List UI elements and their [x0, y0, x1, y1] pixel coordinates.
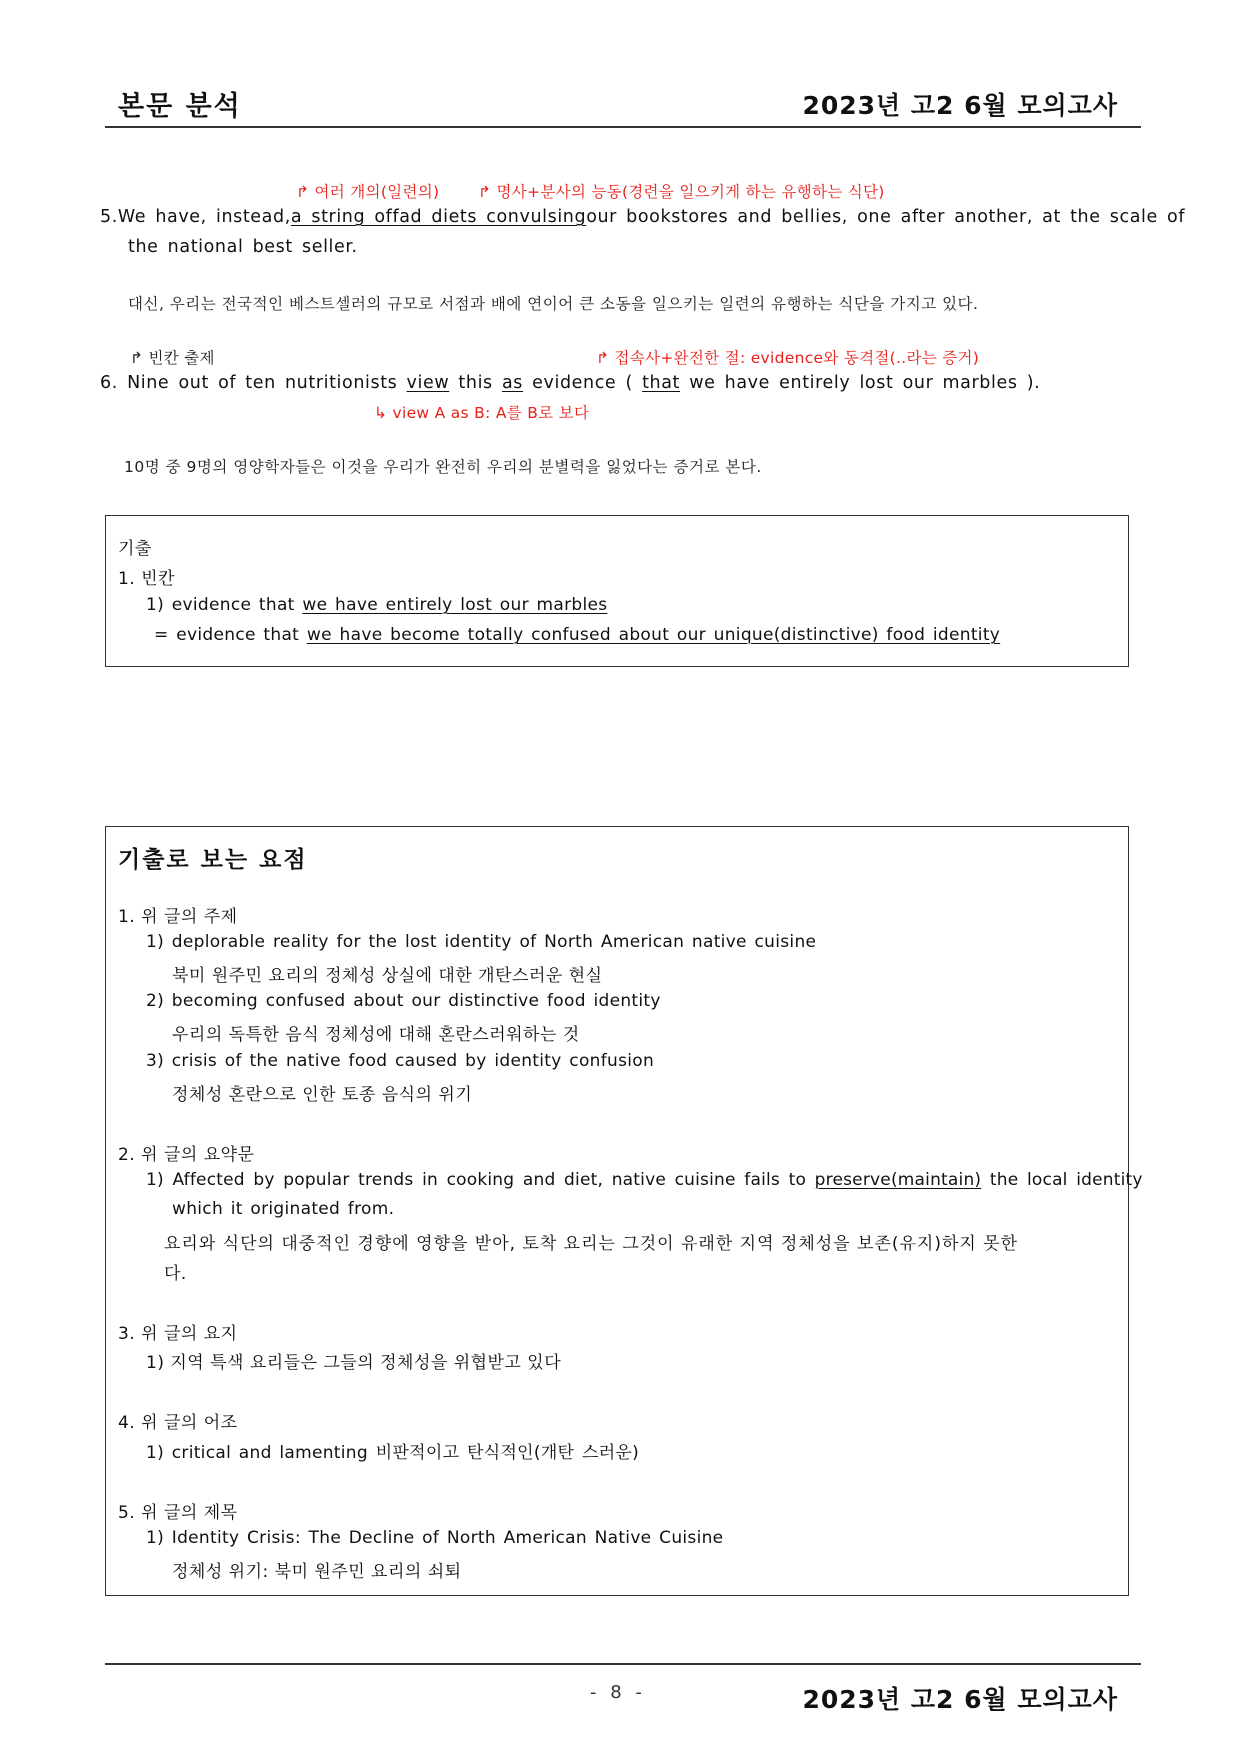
sentence-text: we have entirely lost our marbles ).	[689, 373, 1041, 393]
footer-divider	[105, 1663, 1141, 1665]
gist-heading: 3. 위 글의 요지	[118, 1324, 238, 1344]
annotation-participle: ↱ 명사+분사의 능동(경련을 일으키게 하는 유행하는 식단)	[478, 183, 885, 201]
topic-item-en: 1) deplorable reality for the lost identity of North American native cuisine	[146, 932, 817, 952]
summary-text: 1) Affected by popular trends in cooking and diet, native cuisine fails to	[146, 1170, 807, 1190]
underlined-phrase: a string of	[290, 207, 393, 227]
key-points-title: 기출로 보는 요점	[118, 847, 308, 873]
sentence-text: this	[458, 373, 493, 393]
sentence-6-line	[100, 373, 1040, 393]
tone-ko: 비판적이고 탄식적인(개탄 스러운)	[375, 1443, 640, 1463]
summary-underline: preserve(maintain)	[814, 1170, 982, 1190]
sentence-text: Nine out of ten nutritionists	[127, 373, 398, 393]
annotation-blank: ↱ 빈칸 출제	[130, 349, 215, 367]
title-heading: 5. 위 글의 제목	[118, 1503, 238, 1523]
topic-item-en: 2) becoming confused about our distinctive food identity	[146, 991, 661, 1011]
exam-item-heading: 1. 빈칸	[118, 569, 175, 589]
exam-line-prefix: 1) evidence that	[146, 595, 295, 615]
sentence-text: evidence (	[532, 373, 633, 393]
annotation-that-clause: ↱ 접속사+완전한 절: evidence와 동격절(..라는 증거)	[596, 349, 980, 367]
underlined-word: that	[642, 373, 681, 393]
tone-heading: 4. 위 글의 어조	[118, 1413, 238, 1433]
summary-heading: 2. 위 글의 요약문	[118, 1145, 255, 1165]
underlined-word: as	[501, 373, 523, 393]
exam-box	[105, 515, 1129, 667]
key-points-box	[105, 826, 1143, 1596]
sentence-6-translation: 10명 중 9명의 영양학자들은 이것을 우리가 완전히 우리의 분별력을 잃었다는 증거로 본다.	[124, 458, 762, 476]
annotation-string-of: ↱ 여러 개의(일련의)	[296, 183, 440, 201]
footer-exam-title: 2023년 고2 6월 모의고사	[802, 1685, 1118, 1714]
exam-answer-underline: we have become totally confused about our unique(distinctive) food identity	[306, 625, 1001, 645]
underlined-phrase: fad diets convulsing	[392, 207, 587, 227]
exam-line-prefix: = evidence that	[154, 625, 300, 645]
exam-title: 2023년 고2 6월 모의고사	[802, 91, 1118, 120]
exam-line-2	[154, 625, 1000, 645]
exam-line-1	[146, 595, 607, 615]
exam-answer-underline: we have entirely lost our marbles	[302, 595, 608, 615]
header-divider	[105, 126, 1141, 128]
gist-item: 1) 지역 특색 요리들은 그들의 정체성을 위협받고 있다	[146, 1353, 562, 1373]
sentence-5-line-2: the national best seller.	[128, 237, 358, 257]
underlined-word: view	[406, 373, 450, 393]
sentence-5-line-1	[100, 207, 1186, 227]
title-item-ko: 정체성 위기: 북미 원주민 요리의 쇠퇴	[172, 1562, 462, 1582]
sentence-number: 5.	[100, 207, 118, 227]
summary-ko-line-2: 다.	[164, 1264, 187, 1284]
topic-item-ko: 정체성 혼란으로 인한 토종 음식의 위기	[172, 1085, 473, 1105]
topic-item-ko: 북미 원주민 요리의 정체성 상실에 대한 개탄스러운 현실	[172, 966, 603, 986]
sentence-text: our bookstores and bellies, one after another, at the scale of	[586, 207, 1186, 227]
topic-heading: 1. 위 글의 주제	[118, 907, 238, 927]
exam-box-title: 기출	[118, 539, 152, 559]
summary-ko-line-1: 요리와 식단의 대중적인 경향에 영향을 받아, 토착 요리는 그것이 유래한 지역 정체성을 보존(유지)하지 못한	[164, 1234, 1019, 1254]
summary-text: the local identity	[989, 1170, 1143, 1190]
sentence-number: 6.	[100, 373, 118, 393]
tone-en: 1) critical and lamenting	[146, 1443, 368, 1463]
title-item-en: 1) Identity Crisis: The Decline of North American Native Cuisine	[146, 1528, 724, 1548]
section-title: 본문 분석	[118, 91, 242, 122]
topic-item-en: 3) crisis of the native food caused by identity confusion	[146, 1051, 655, 1071]
topic-item-ko: 우리의 독특한 음식 정체성에 대해 혼란스러워하는 것	[172, 1025, 580, 1045]
annotation-view-as: ↳ view A as B: A를 B로 보다	[374, 404, 590, 422]
tone-item	[146, 1438, 639, 1463]
summary-en-line-1	[146, 1170, 1143, 1190]
sentence-text: We have, instead,	[117, 207, 291, 227]
sentence-5-translation: 대신, 우리는 전국적인 베스트셀러의 규모로 서점과 배에 연이어 큰 소동을 일으키는 일련의 유행하는 식단을 가지고 있다.	[128, 295, 979, 313]
summary-en-line-2: which it originated from.	[172, 1199, 395, 1219]
page-number: - 8 -	[590, 1682, 646, 1703]
